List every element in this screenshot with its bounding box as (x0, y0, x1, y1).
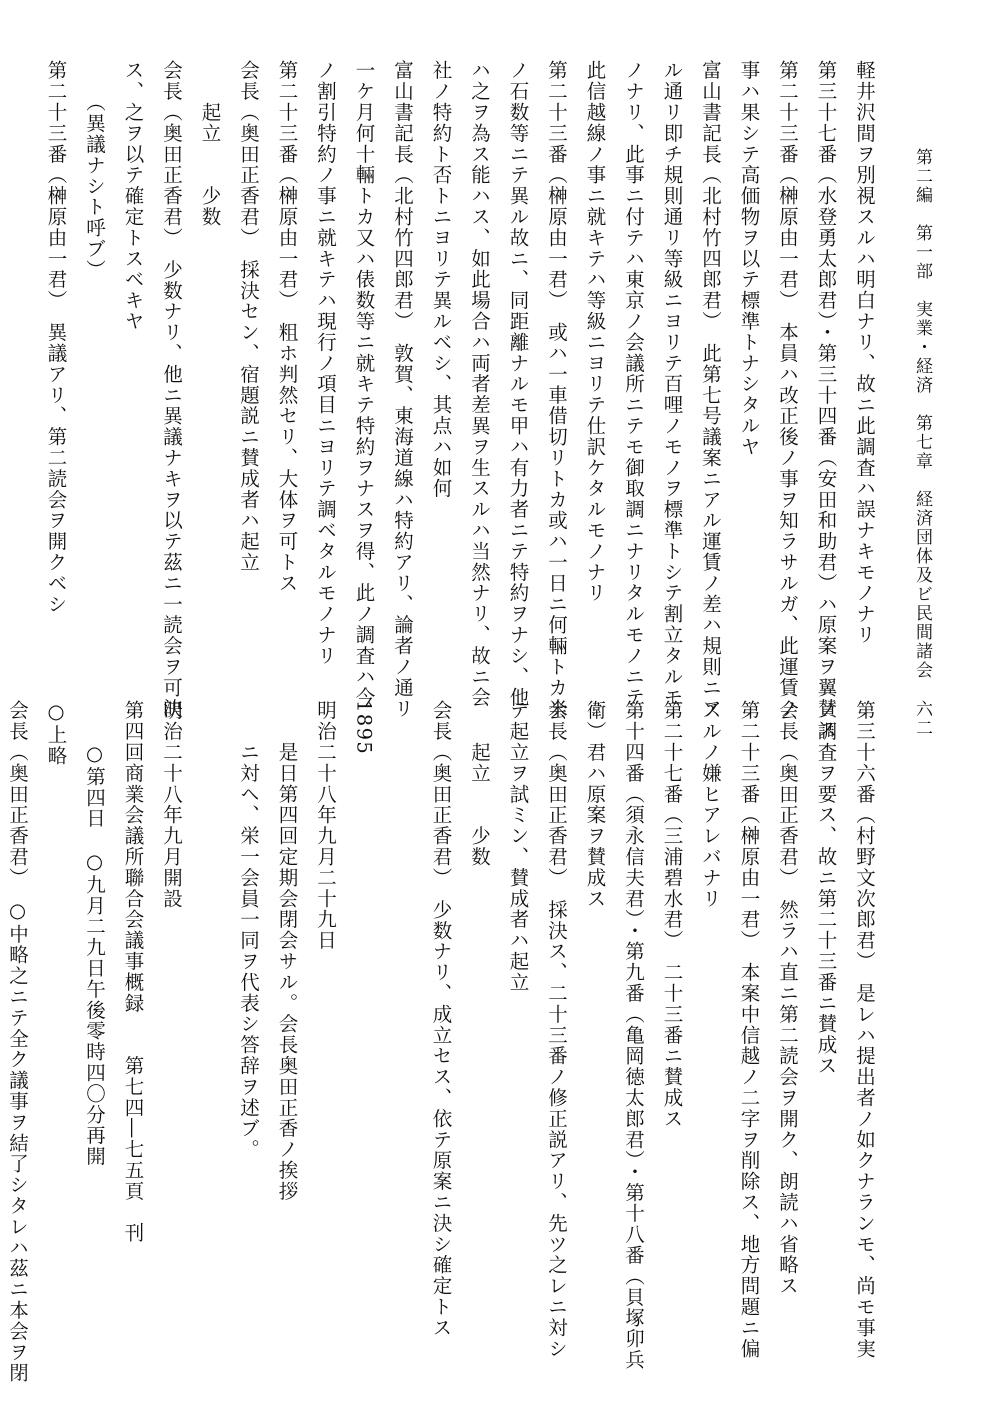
running-header: 第二編 第一部 実業・経済 第七章 経済団体及ビ民間諸会 (912, 148, 932, 680)
text-line: 社ノ特約ト否トニヨリテ異ルベシ、其点ハ如何 (429, 60, 453, 499)
text-line: 会長（奥田正香君） 少数ナリ、他ニ異議ナキヲ以テ茲ニ一読会ヲ可決 (160, 60, 183, 720)
text-line: 軽井沢間ヲ別視スルハ明白ナリ、故ニ此調査ハ誤ナキモノナリ (853, 60, 876, 646)
text-line: 第二十三番（榊原由一君） 異議アリ、第二読会ヲ開クベシ (44, 60, 68, 615)
text-line: ○第四日 ○九月二九日午後零時四〇分再開 (83, 700, 106, 1167)
text-line: （異議ナシト呼ブ） (83, 60, 106, 281)
text-line: 第三十六番（村野文次郎君） 是レハ提出者ノ如クナランモ、尚モ事実 (853, 700, 876, 1360)
text-line (190, 700, 229, 1320)
lower-text-block (0, 700, 883, 1384)
text-line: 富山書記長（北村竹四郎君） 此第七号議案ニアル運賃ノ差ハ規則ニア (699, 60, 722, 720)
text-line: 第三十七番（水登勇太郎君）・第三十四番（安田和助君）ハ原案ヲ翼賛ス (814, 60, 838, 740)
text-line: 第二十三番（榊原由一君） 粗ホ判然セリ、大体ヲ可トス (275, 60, 299, 594)
text-line: 1895 (352, 700, 376, 756)
text-line: 第二十三番（榊原由一君） 本案中信越ノ二字ヲ削除ス、地方問題ニ偏 (737, 700, 761, 1360)
text-line: ハ之ヲ為ス能ハス、如此場合ハ両者差異ヲ生スルハ当然ナリ、故ニ会 (468, 60, 491, 708)
text-line: 会長（奥田正香君） 少数ナリ、成立セス、依テ原案ニ決シ確定トス (429, 700, 453, 1339)
text-line: 明治二十八年九月二十九日 (314, 700, 337, 951)
text-line: 第二十七番（三浦碧水君） 二十三番ニ賛成ス (660, 700, 684, 1130)
text-line: 第四回商業会議所聯合会議事概録 第七四―七五頁 刊 (121, 700, 145, 1244)
text-line: ノナリ、此事ニ付テハ東京ノ会議所ニテモ御取調ニナリタルモノニテ (622, 60, 645, 708)
text-line: 是日第四回定期会閉会サル。会長奥田正香ノ挨拶 (275, 700, 299, 1202)
text-line: 第二十三番（榊原由一君） 本員ハ改正後ノ事ヲ知ラサルガ、此運賃ノ (776, 60, 799, 720)
text-line (383, 700, 422, 1320)
text-line: ル通リ即チ規則通リ等級ニヨリテ百哩ノモノヲ標準トシテ割立タルモ (660, 60, 684, 708)
text-line: ニ対ヘ、栄一会員一同ヲ代表シ答辞ヲ述ブ。 (237, 700, 260, 1160)
text-line: 起立 少数 (468, 700, 491, 868)
text-line: ノ石数等ニテ異ル故ニ、同距離ナルモ甲ハ有力者ニテ特約ヲナシ、他 (506, 60, 530, 708)
text-line: 衛）君ハ原案ヲ賛成ス (583, 700, 607, 909)
text-line: 一ケ月何十輛トカ又ハ俵数等ニ就キテ特約ヲナスヲ得、此ノ調査ハ今 (352, 60, 376, 708)
text-line: 第二十三番（榊原由一君） 或ハ一車借切リトカ或ハ一日ニ何輛トカ米 (545, 60, 568, 720)
text-line: ノ割引特約ノ事ニ就キテハ現行ノ項目ニヨリテ調ベタルモノナリ (314, 60, 337, 667)
text-line: 会長（奥田正香君） 採決ス、二十三番ノ修正説アリ、先ツ之レニ対シ (545, 700, 568, 1360)
text-line: 此信越線ノ事ニ就キテハ等級ニヨリテ仕訳ケタルモノナリ (583, 60, 607, 604)
text-line: ス、之ヲ以テ確定トスベキヤ (121, 60, 145, 332)
text-line: 事ハ果シテ高価物ヲ以テ標準トナシタルヤ (737, 60, 761, 458)
page-number: 六二 (912, 700, 932, 738)
text-line: 会長（奥田正香君） ○中略之ニテ全ク議事ヲ結了シタレハ茲ニ本会ヲ閉 (6, 700, 29, 1384)
text-line: 会長（奥田正香君） 然ラハ直ニ第二読会ヲ開ク、朗読ハ省略ス (776, 700, 799, 1297)
text-line: スルノ嫌ヒアレバナリ (699, 700, 722, 909)
text-line: テ起立ヲ試ミン、賛成者ハ起立 (506, 700, 530, 993)
text-line: 第十四番（須永信夫君）・第九番（亀岡徳太郎君）・第十八番（貝塚卯兵 (622, 700, 645, 1371)
text-line: 明治二十八年九月開設 (160, 700, 183, 909)
text-line: ノ調査ヲ要ス、故ニ第二十三番ニ賛成ス (814, 700, 838, 1077)
text-line: ○上略 (44, 700, 68, 767)
text-line: 会長（奥田正香君） 採決セン、宿題説ニ賛成者ハ起立 (237, 60, 260, 573)
text-line: 起立 少数 (198, 60, 222, 228)
text-line: 富山書記長（北村竹四郎君） 敦賀、東海道線ハ特約アリ、論者ノ通リ (391, 60, 414, 720)
